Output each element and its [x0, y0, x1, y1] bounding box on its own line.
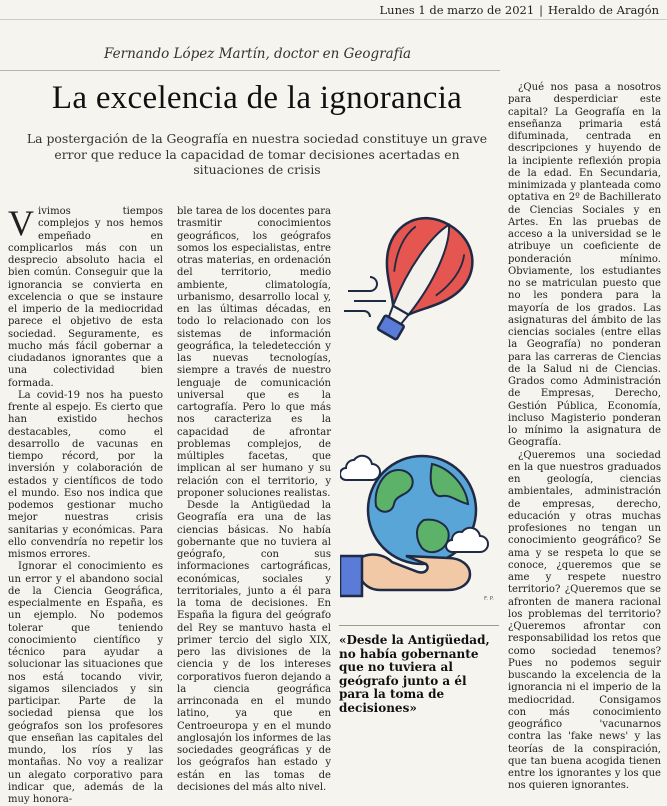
text-column-1 [8, 203, 163, 806]
paragraph: Ignorar el conocimiento es un error y el abandono social de la Ciencia Geográfica, especialmente en España, es un ejemplo. No podemos tolerar que teniendo conocimiento científico y técnico para ayudar a solucionar las situaciones que nos está tocando vivir, sigamos silenciados y sin participar. Parte de la sociedad piensa que los geógrafos son los profesores que enseñan las capitales del mundo, los ríos y las montañas. No voy a realizar un alegato corporativo para indicar que, además de la muy honora- [8, 561, 163, 805]
author-rule [0, 70, 500, 71]
header-publication: Heraldo de Aragón [548, 3, 659, 17]
header-date: Lunes 1 de marzo de 2021 [379, 3, 535, 17]
paragraph: ¿Qué nos pasa a nosotros para desperdiciar este capital? La Geografía en la enseñanza primaria está difuminada, centrada en descripciones y huyendo de la incipiente reflexión propia de la edad. En Secundaria, minimizada y planteada como optativa en 2º de Bachillerato de Ciencias Sociales y en Artes. En las pruebas de acceso a la universidad se le atribuye un coeficiente de ponderación mínimo. Obviamente, los estudiantes no se matriculan puesto que no les pondera para la mayoría de los grados. Las asignaturas del ámbito de las ciencias sociales (entre ellas la Geografía) no ponderan para las carreras de Ciencias de la Salud ni de Ciencias. Grados como Administración de Empresas, Derecho, Gestión Pública, Economía, incluso Magisterio ponderan lo mínimo la asignatura de Geografía. [508, 82, 661, 449]
header-rule [0, 19, 667, 20]
pull-quote: «Desde la Antigüedad, no había gobernante que no tuviera al geógrafo junto a él para la toma de decisiones» [339, 633, 490, 715]
text-column-3 [508, 82, 661, 793]
page-header [380, 3, 659, 17]
article-title: La excelencia de la ignorancia [51, 80, 463, 116]
paragraph: Vivimos tiempos complejos y nos hemos empeñado en complicarlos más con un desprecio absoluto hacia el bien común. Conseguir que la ignorancia se convierta en excelencia o que se instaure el imperio de la mediocridad parece el objetivo de esta sociedad. Seguramente, es mucho más fácil gobernar a ciudadanos ignorantes que a una colectividad bien formada. [8, 203, 163, 389]
paragraph: Desde la Antigüedad la Geografía era una de las ciencias básicas. No había gobernante que no tuviera al geógrafo, con sus informaciones cartográficas, económicas, sociales y territoriales, junto a él para la toma de decisiones. En España la figura del geógrafo del Rey se mantuvo hasta el primer tercio del siglo XIX, pero las divisiones de la ciencia y de los intereses corporativos fueron dejando a la ciencia geográfica arrinconada en el mundo latino, ya que en Centroeuropa y en el mundo anglosajón los informes de las sociedades geográficas y de los geógrafos han estado y están en las tomas de decisiones del más alto nivel. [177, 500, 331, 793]
pull-quote-rule [339, 625, 499, 626]
hot-air-balloon-illustration [340, 205, 490, 355]
paragraph: ble tarea de los docentes para trasmitir conocimientos geográficos, los geógrafos somos los especialistas, entre otras materias, en ordenación del territorio, medio ambiente, climatología, urbanismo, desarrollo local y, en las últimas décadas, en todo lo relacionado con los sistemas de información geográfica, la teledetección y las nuevas tecnologías, siempre a través de nuestro lenguaje de comunicación universal que es la cartografía. Pero lo que más nos caracteriza es la capacidad de afrontar problemas complejos, de múltiples facetas, que implican al ser humano y su relación con el territorio, y proponer soluciones realistas. [177, 206, 331, 499]
header-separator: | [539, 3, 544, 17]
paragraph: La covid-19 nos ha puesto frente al espejo. Es cierto que han existido hechos destacables, como el desarrollo de vacunas en tiempo récord, por la inversión y colaboración de estados y científicos de todo el mundo. Eso nos indica que podemos gestionar mucho mejor nuestras crisis sanitarias y económicas. Para ello convendría no repetir los mismos errores. [8, 389, 163, 560]
paragraph: ¿Queremos una sociedad en la que nuestros graduados en geología, ciencias ambientales, administración de empresas, derecho, educación y otras muchas profesiones no tengan un conocimiento geográfico? Se ama y se respeta lo que se conoce, ¿queremos que se ame y respete nuestro territorio? ¿Queremos que se afronten de manera racional los problemas del territorio? ¿Queremos afrontar con responsabilidad los retos que como sociedad tenemos? Pues no podemos seguir buscando la excelencia de la ignorancia ni el imperio de la mediocridad. Consigamos con más conocimiento geográfico 'vacunarnos contra las 'fake news' y las teorías de la conspiración, que tan buena acogida tienen entre los ignorantes y los que nos quieren ignorantes. [508, 449, 661, 792]
author-line: Fernando López Martín, doctor en Geografía [104, 46, 412, 62]
text-column-2 [177, 206, 331, 794]
image-credit: F. P. [484, 596, 494, 602]
globe-in-hand-illustration [340, 440, 490, 610]
article-subtitle: La postergación de la Geografía en nuestra sociedad constituye un grave error que reduce la capacidad de tomar decisiones acertadas en situaciones de crisis [26, 131, 488, 177]
